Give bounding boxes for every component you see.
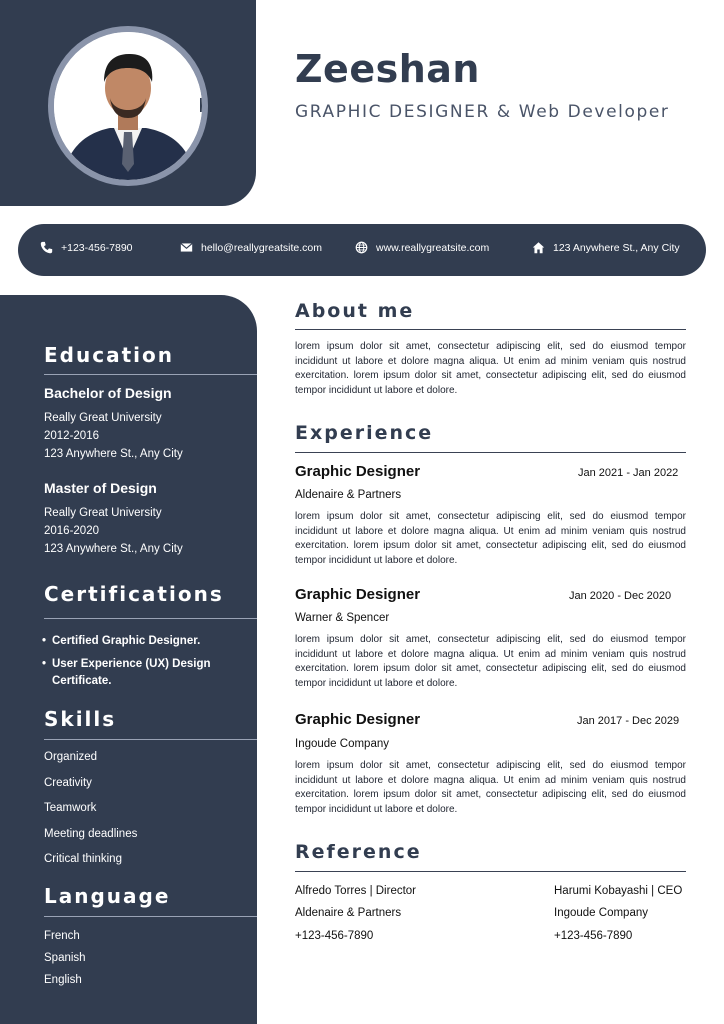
address-text: 123 Anywhere St., Any City (553, 241, 680, 254)
job-dates: Jan 2017 - Dec 2029 (577, 715, 680, 727)
experience-heading: Experience (295, 422, 434, 444)
certifications-heading: Certifications (44, 582, 224, 606)
globe-icon (355, 241, 368, 254)
education-years: 2016-2020 (44, 525, 99, 537)
header-panel (0, 0, 256, 206)
job-dates: Jan 2021 - Jan 2022 (578, 467, 679, 479)
contact-bar (18, 224, 706, 276)
sidebar (0, 295, 257, 1024)
contact-address (532, 241, 680, 254)
certifications-divider (44, 618, 257, 619)
job-description: lorem ipsum dolor sit amet, consectetur adipiscing elit, sed do eiusmod tempor incididunt ut labore et dolore magna aliqua. Ut enim ad minim veniam quis nostrud exercitation. lorem ipsum dolor sit amet, consectetur adipiscing elit, sed do eiusmod tempor incididunt ut labore et dolore. (295, 634, 686, 689)
education-address: 123 Anywhere St., Any City (44, 448, 183, 460)
skill-item: Organized (44, 751, 98, 763)
reference-name: Harumi Kobayashi | CEO (554, 885, 683, 897)
skills-heading: Skills (44, 707, 117, 731)
job-company: Aldenaire & Partners (295, 489, 402, 501)
job-role: GRAPHIC DESIGNER & Web Developer (295, 102, 670, 122)
home-icon (532, 241, 545, 254)
skill-item: Creativity (44, 777, 92, 789)
reference-company: Aldenaire & Partners (295, 907, 402, 919)
experience-divider (295, 452, 686, 453)
education-address: 123 Anywhere St., Any City (44, 543, 183, 555)
education-degree: Master of Design (44, 480, 157, 496)
language-heading: Language (44, 884, 171, 908)
about-heading: About me (295, 300, 415, 322)
person-name: Zeeshan (295, 47, 480, 91)
reference-heading: Reference (295, 841, 422, 863)
contact-website (355, 241, 489, 254)
about-text: lorem ipsum dolor sit amet, consectetur adipiscing elit, sed do eiusmod tempor incididunt ut labore et dolore magna aliqua. Ut enim ad minim veniam quis nostrud exercitation. lorem ipsum dolor sit amet, consectetur adipiscing elit, sed do eiusmod tempor incididunt ut labore et dolore. (295, 341, 686, 396)
education-degree: Bachelor of Design (44, 385, 172, 401)
reference-company: Ingoude Company (554, 907, 648, 919)
job-company: Warner & Spencer (295, 612, 390, 624)
skills-divider (44, 739, 257, 740)
skill-item: Meeting deadlines (44, 828, 138, 840)
language-divider (44, 916, 257, 917)
language-item: French (44, 930, 80, 942)
reference-phone: +123-456-7890 (554, 930, 633, 942)
language-item: Spanish (44, 952, 86, 964)
job-dates: Jan 2020 - Dec 2020 (569, 590, 672, 602)
skill-item: Critical thinking (44, 853, 122, 865)
reference-phone: +123-456-7890 (295, 930, 374, 942)
certification-line: User Experience (UX) Design (52, 658, 211, 670)
certification-line: Certificate. (52, 675, 112, 687)
job-company: Ingoude Company (295, 738, 389, 750)
education-heading: Education (44, 343, 174, 367)
reference-divider (295, 871, 686, 872)
contact-email (180, 241, 322, 254)
education-years: 2012-2016 (44, 430, 99, 442)
phone-text: +123-456-7890 (61, 241, 133, 254)
mail-icon (180, 241, 193, 254)
job-title: Graphic Designer (295, 463, 421, 480)
job-description: lorem ipsum dolor sit amet, consectetur adipiscing elit, sed do eiusmod tempor incididunt ut labore et dolore magna aliqua. Ut enim ad minim veniam quis nostrud exercitation. lorem ipsum dolor sit amet, consectetur adipiscing elit, sed do eiusmod tempor incididunt ut labore et dolore. (295, 511, 686, 566)
job-title: Graphic Designer (295, 711, 421, 728)
language-item: English (44, 974, 82, 986)
job-description: lorem ipsum dolor sit amet, consectetur adipiscing elit, sed do eiusmod tempor incididunt ut labore et dolore magna aliqua. Ut enim ad minim veniam quis nostrud exercitation. lorem ipsum dolor sit amet, consectetur adipiscing elit, sed do eiusmod tempor incididunt ut labore et dolore. (295, 760, 686, 815)
certification-item (52, 656, 211, 690)
profile-photo (54, 32, 202, 180)
skill-item: Teamwork (44, 802, 97, 814)
certification-item: • Certified Graphic Designer. (52, 633, 200, 650)
contact-phone (40, 241, 133, 254)
education-school: Really Great University (44, 507, 162, 519)
reference-name: Alfredo Torres | Director (295, 885, 417, 897)
education-divider (44, 374, 257, 375)
avatar (48, 26, 208, 186)
education-school: Really Great University (44, 412, 162, 424)
email-text: hello@reallygreatsite.com (201, 241, 322, 254)
about-divider (295, 329, 686, 330)
job-title: Graphic Designer (295, 586, 421, 603)
website-text: www.reallygreatsite.com (376, 241, 490, 254)
phone-icon (40, 241, 53, 254)
